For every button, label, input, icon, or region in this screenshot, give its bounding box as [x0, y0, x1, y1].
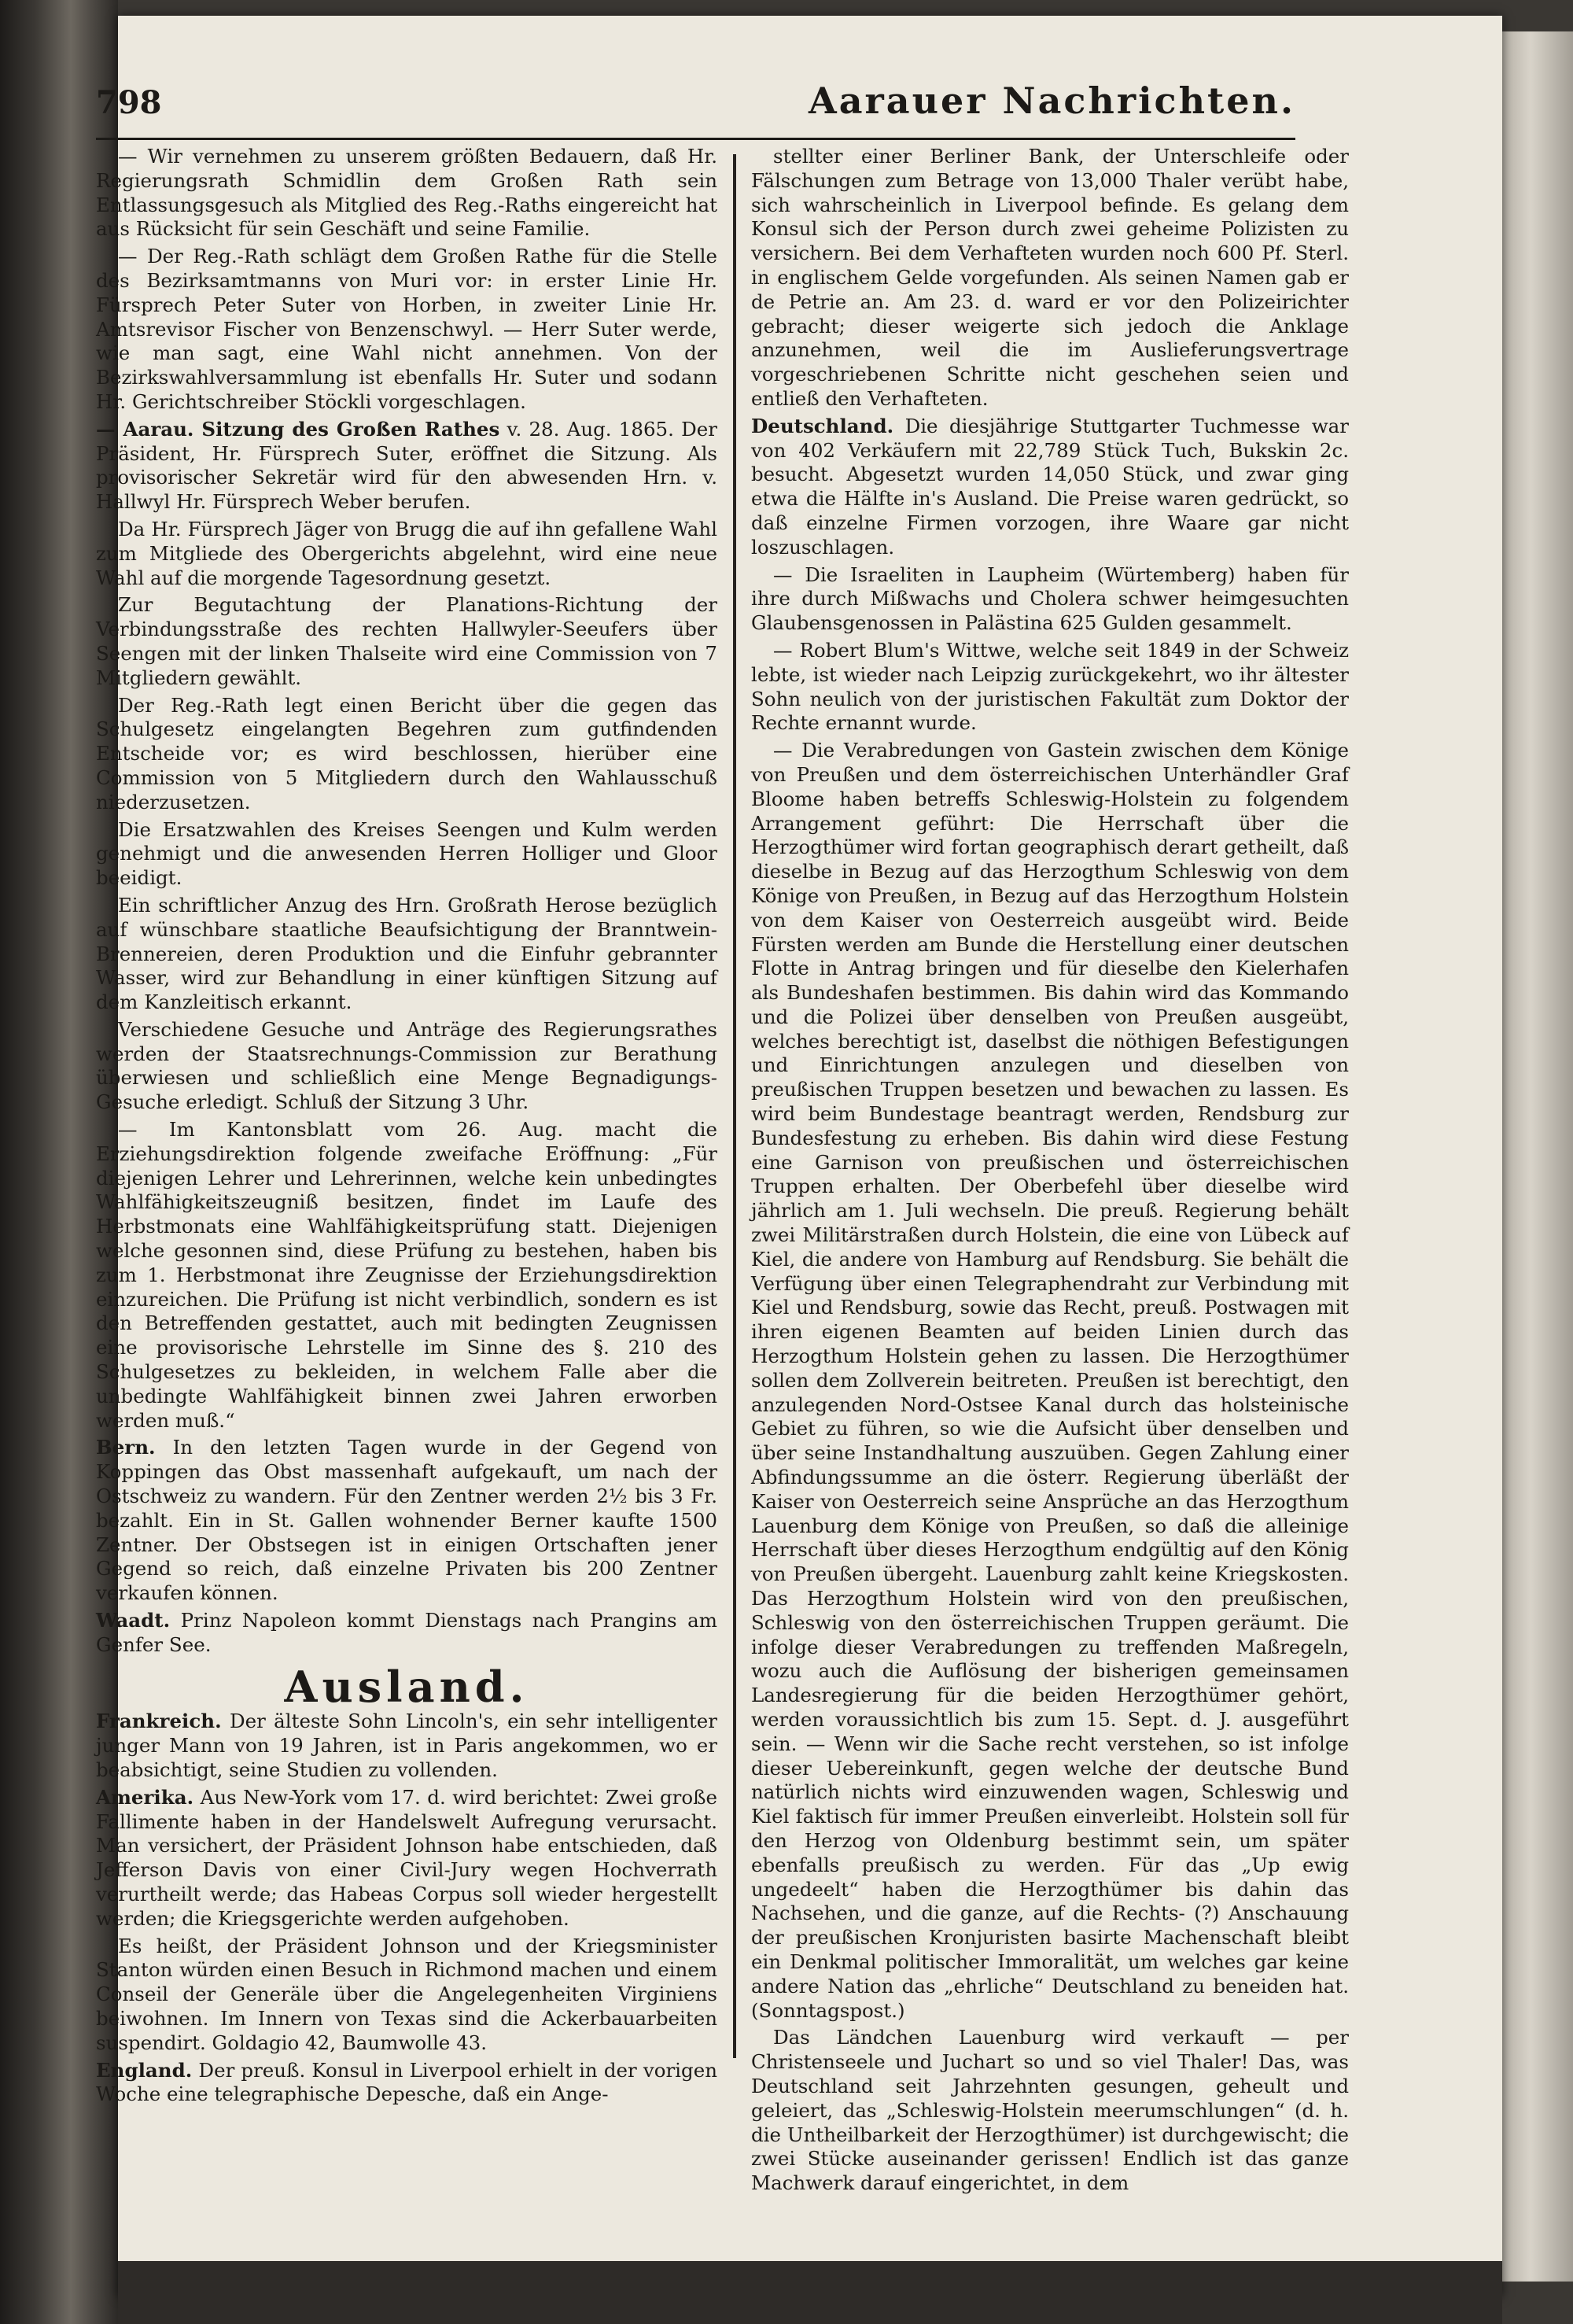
article-text: Ein schriftlicher Anzug des Hrn. Großrath Herose bezüglich auf wünschbare staatliche Beaufsichtigung der Branntwein-Brennereien, deren Produktion und die Einfuhr gebrannter Wasser, wird zur Behandlung in einer künftigen Sitzung auf dem Kanzleitisch erkannt. — [96, 893, 717, 1014]
article-paragraph — [96, 145, 717, 242]
column-divider — [733, 154, 736, 2058]
article-paragraph — [751, 415, 1349, 560]
article-text: — Robert Blum's Wittwe, welche seit 1849 in der Schweiz lebte, ist wieder nach Leipzig zurückgekehrt, wo ihr ältester Sohn neulich von der juristischen Fakultät zum Doktor der Rechte ernannt wurde. — [751, 638, 1349, 735]
article-paragraph — [96, 1609, 717, 1658]
article-paragraph — [96, 818, 717, 891]
left-column — [96, 145, 717, 2106]
article-paragraph — [96, 518, 717, 590]
article-text: Der Reg.-Rath legt einen Bericht über die gegen das Schulgesetz eingelangten Begehren zum gutfindenden Entscheide vor; es wird beschlossen, hierüber eine Commission von 5 Mitgliedern durch den Wahlausschuß niederzusetzen. — [96, 693, 717, 813]
article-paragraph — [96, 1786, 717, 1931]
foreign-news — [96, 1710, 717, 2107]
article-text: Der preuß. Konsul in Liverpool erhielt in der vorigen Woche eine telegraphische Depesche, daß ein Ange- — [96, 2058, 717, 2106]
article-paragraph — [96, 2059, 717, 2108]
article-text: v. 28. Aug. 1865. Der Präsident, Hr. Fürsprech Suter, eröffnet die Sitzung. Als provisorischer Sekretär wird für den abwesenden Hrn. v. Hallwyl Hr. Fürsprech Weber berufen. — [96, 417, 717, 514]
article-text: Verschiedene Gesuche und Anträge des Regierungsrathes werden der Staatsrechnungs-Commission zur Berathung überwiesen und schließlich eine Menge Begnadigungs-Gesuche erledigt. Schluß der Sitzung 3 Uhr. — [96, 1017, 717, 1114]
article-text: — Wir vernehmen zu unserem größten Bedauern, daß Hr. Regierungsrath Schmidlin dem Großen Rath sein Entlassungsgesuch als Mitglied des Reg.-Raths eingereicht hat aus Rücksicht für sein Geschäft und seine Familie. — [96, 145, 717, 241]
right-column-news — [751, 145, 1349, 2196]
article-paragraph — [751, 563, 1349, 636]
right-column — [751, 145, 1349, 2195]
article-lead: England. — [96, 2058, 193, 2082]
article-text: — Der Reg.-Rath schlägt dem Großen Rathe für die Stelle des Bezirksamtmanns von Muri vor: in erster Linie Hr. Fürsprech Peter Suter von Horben, in zweiter Linie Hr. Amtsrevisor Fischer von Benzenschwyl. — Herr Suter werde, wie man sagt, eine Wahl nicht annehmen. Von der Bezirkswahlversammlung ist ebenfalls Hr. Suter und sodann Hr. Gerichtschreiber Stöckli vorgeschlagen. — [96, 245, 717, 413]
page-bottom-shadow — [118, 2261, 1502, 2324]
article-text: Prinz Napoleon kommt Dienstags nach Prangins am Genfer See. — [96, 1609, 717, 1656]
article-paragraph — [96, 1018, 717, 1115]
article-lead: Waadt. — [96, 1609, 171, 1632]
article-paragraph — [96, 1710, 717, 1782]
article-text: Da Hr. Fürsprech Jäger von Brugg die auf ihn gefallene Wahl zum Mitgliede des Obergerichts abgelehnt, wird eine neue Wahl auf die morgende Tagesordnung gesetzt. — [96, 517, 717, 589]
article-paragraph — [751, 145, 1349, 411]
section-title-ausland: Ausland. — [284, 1661, 529, 1712]
article-text: — Die Israeliten in Laupheim (Würtemberg) haben für ihre durch Mißwachs und Cholera schwer heimgesuchten Glaubensgenossen in Palästina 625 Gulden gesammelt. — [751, 563, 1349, 635]
article-text: Die diesjährige Stuttgarter Tuchmesse war von 402 Verkäufern mit 22,789 Stück Tuch, Bukskin 2c. besucht. Abgesetzt wurden 14,050 Stück, und zwar ging etwa die Hälfte in's Ausland. Die Preise waren gedrückt, so daß einzelne Firmen vorzogen, ihre Waare gar nicht loszuschlagen. — [751, 414, 1349, 559]
article-text: In den letzten Tagen wurde in der Gegend von Koppingen das Obst massenhaft aufgekauft, um nach der Ostschweiz zu wandern. Für den Zentner werden 2½ bis 3 Fr. bezahlt. Ein in St. Gallen wohnender Berner kaufte 1500 Zentner. Der Obstsegen ist in einigen Ortschaften jener Gegend so reich, daß einzelne Privaten bis 200 Zentner verkaufen können. — [96, 1436, 717, 1605]
article-paragraph — [96, 1118, 717, 1433]
article-text: — Die Verabredungen von Gastein zwischen dem Könige von Preußen und dem österreichischen Unterhändler Graf Bloome haben betreffs Schleswig-Holstein zu folgendem Arrangement geführt: Die Herrschaft über die Herzogthümer wird fortan geographisch derart getheilt, daß dieselbe in Bezug auf das Herzogthum Schleswig von dem Könige von Preußen, in Bezug auf das Herzogthum Holstein von dem Kaiser von Oesterreich ausgeübt wird. Beide Fürsten werden am Bunde die Herstellung einer deutschen Flotte in Antrag bringen und für dieselbe den Kielerhafen als Bundeshafen bestimmen. Bis dahin wird das Kommando und die Polizei über denselben von Preußen ausgeübt, welches berechtigt ist, daselbst die nöthigen Befestigungen und Einrichtungen anzulegen und dieselben von preußischen Truppen besetzen und bewachen zu lassen. Es wird beim Bundestage beantragt werden, Rendsburg zur Bundesfestung zu erheben. Bis dahin wird diese Festung eine Garnison von preußischen und österreichischen Truppen erhalten. Der Oberbefehl über dieselbe wird jährlich am 1. Juli wechseln. Die preuß. Regierung behält zwei Militärstraßen durch Holstein, die eine von Lübeck auf Kiel, die andere von Hamburg auf Rendsburg. Sie behält die Verfügung über einen Telegraphendraht zur Verbindung mit Kiel und Rendsburg, sowie das Recht, preuß. Postwagen mit ihren eigenen Beamten auf beiden Linien durch das Herzogthum Holstein gehen zu lassen. Die Herzogthümer sollen dem Zollverein beitreten. Preußen ist berechtigt, den anzulegenden Nord-Ostsee Kanal durch das holsteinische Gebiet zu führen, so wie die Aufsicht über denselben und über seine Instandhaltung auszuüben. Gegen Zahlung einer Abfindungssumme an die österr. Regierung überläßt der Kaiser von Oesterreich seine Ansprüche an das Herzogthum Lauenburg dem Könige von Preußen, so daß die alleinige Herrschaft über dieses Herzogthum endgültig auf den König von Preußen übergeht. Lauenburg zahlt keine Kriegskosten. Das Herzogthum Holstein wird von den preußischen, Schleswig von den österreichischen Truppen geräumt. Die infolge dieser Verabredungen zu treffenden Maßregeln, wozu auch die Auflösung der bisherigen gemeinsamen Landesregierung für die beiden Herzogthümer gehört, werden voraussichtlich bis zum 15. Sept. d. J. ausgeführt sein. — Wenn wir die Sache recht verstehen, so ist infolge dieser Uebereinkunft, gegen welche der deutsche Bund natürlich nichts wird einzuwenden wagen, Schleswig und Kiel faktisch für immer Preußen einverleibt. Holstein soll für den Herzog von Oldenburg bestimmt sein, um später ebenfalls preußisch zu werden. Für das „Up ewig ungedeelt“ haben die Herzogthümer bis dahin das Nachsehen, und die ganze, auf die Rechts- (?) Anschauung der preußischen Kronjuristen basirte Machenschaft bleibt ein Denkmal politischer Immoralität, um welches gar keine andere Nation das „ehrliche“ Deutschland zu beneiden hat. (Sonntagspost.) — [751, 739, 1349, 2022]
page-number: 798 — [96, 84, 162, 121]
masthead-title: Aarauer Nachrichten. — [809, 79, 1295, 122]
article-paragraph — [96, 245, 717, 415]
article-paragraph — [751, 2026, 1349, 2196]
article-lead: Amerika. — [96, 1785, 194, 1809]
article-text: Zur Begutachtung der Planations-Richtung der Verbindungsstraße des rechten Hallwyler-Seeufers über Seengen mit der linken Thalseite wird eine Commission von 7 Mitgliedern gewählt. — [96, 593, 717, 689]
article-lead: Frankreich. — [96, 1710, 222, 1733]
article-text: — Im Kantonsblatt vom 26. Aug. macht die Erziehungsdirektion folgende zweifache Eröffnung: „Für diejenigen Lehrer und Lehrerinnen, welche kein unbedingtes Wahlfähigkeitszeugniß besitzen, findet im Laufe des Herbstmonats eine Wahlfähigkeitsprüfung statt. Diejenigen welche gesonnen sind, diese Prüfung zu bestehen, haben bis zum 1. Herbstmonat ihre Zeugnisse der Erziehungsdirektion einzureichen. Die Prüfung ist nicht verbindlich, sondern es ist den Betreffenden gestattet, auch mit bedingten Zeugnissen eine provisorische Lehrstelle im Sinne des §. 210 des Schulgesetzes zu bekleiden, in welchem Falle aber die unbedingte Wahlfähigkeit binnen zwei Jahren erworben werden muß.“ — [96, 1118, 717, 1432]
article-paragraph — [96, 694, 717, 815]
article-text: Die Ersatzwahlen des Kreises Seengen und Kulm werden genehmigt und die anwesenden Herren Holliger und Gloor beeidigt. — [96, 817, 717, 890]
article-text: stellter einer Berliner Bank, der Unterschleife oder Fälschungen zum Betrage von 13,000 Thaler verübt habe, sich wahrscheinlich in Liverpool befinde. Es gelang dem Konsul sich der Person durch zwei geheime Polizisten zu versichern. Bei dem Verhafteten wurden noch 600 Pf. Sterl. in englischem Gelde vorgefunden. Als seinen Namen gab er de Petrie an. Am 23. d. ward er vor den Polizeirichter gebracht; dieser weigerte sich jedoch die Anklage anzunehmen, weil die im Auslieferungsvertrage vorgeschriebenen Schritte nicht geschehen seien und entließ den Verhafteten. — [751, 145, 1349, 410]
article-text: Der älteste Sohn Lincoln's, ein sehr intelligenter junger Mann von 19 Jahren, ist in Paris angekommen, wo er beabsichtigt, seine Studien zu vollenden. — [96, 1710, 717, 1781]
article-paragraph — [751, 739, 1349, 2023]
article-paragraph — [751, 639, 1349, 736]
article-text: Es heißt, der Präsident Johnson und der Kriegsminister Stanton würden einen Besuch in Richmond machen und einem Conseil der Generäle über die Angelegenheiten Virginiens beiwohnen. Im Innern von Texas sind die Ackerbauarbeiten suspendirt. Goldagio 42, Baumwolle 43. — [96, 1934, 717, 2054]
article-paragraph — [96, 593, 717, 690]
domestic-news — [96, 145, 717, 1658]
article-paragraph — [96, 1436, 717, 1606]
article-paragraph — [96, 418, 717, 515]
article-lead: Deutschland. — [751, 414, 894, 437]
facing-page-edge — [1502, 31, 1573, 2282]
article-text: Aus New-York vom 17. d. wird berichtet: Zwei große Fallimente haben in der Handelswelt Aufregung verursacht. Man versichert, der Präsident Johnson habe entschieden, daß Jefferson Davis von einer Civil-Jury wegen Hochverrath verurtheilt werde; das Habeas Corpus soll wieder hergestellt werden; die Kriegsgerichte werden aufgehoben. — [96, 1785, 717, 1930]
article-lead: — Aarau. Sitzung des Großen Rathes — [96, 417, 500, 441]
article-text: Das Ländchen Lauenburg wird verkauft — per Christenseele und Juchart so und so viel Thaler! Das, was Deutschland seit Jahrzehnten gesungen, geheult und geleiert, das „Schleswig-Holstein meerumschlungen“ (d. h. die Untheilbarkeit der Herzogthümer) ist durchgewischt; die zwei Stücke auseinander gerissen! Endlich ist das ganze Machwerk darauf eingerichtet, in dem — [751, 2026, 1349, 2195]
article-paragraph — [96, 1935, 717, 2056]
page-header — [96, 75, 1295, 140]
article-paragraph — [96, 894, 717, 1015]
article-lead: Bern. — [96, 1436, 156, 1459]
